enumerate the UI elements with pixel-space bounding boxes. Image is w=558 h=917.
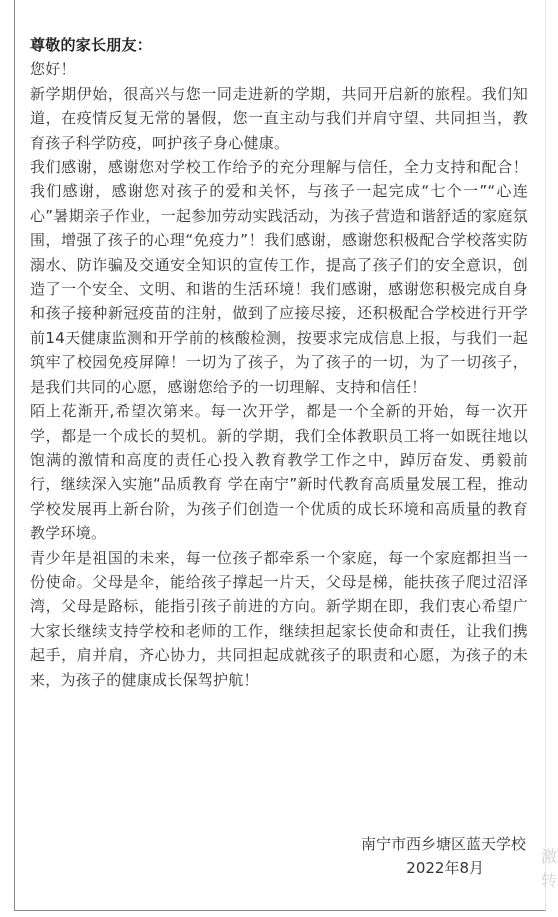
signature-date: 2022年8月 (406, 859, 484, 878)
letter-paragraph-4: 青少年是祖国的未来，每一位孩子都牵系一个家庭，每一个家庭都担当一份使命。父母是伞，能给孩子撑起一片天，父母是梯，能扶孩子爬过沼泽湾，父母是路标，能指引孩子前进的方向。新学期在即，我们衷心希望广大家长继续支持学校和老师的工作，继续担起家长使命和责任，让我们携起手，肩并肩，齐心协力，共同担起成就孩子的职责和心愿，为孩子的未来，为孩子的健康成长保驾护航！ (30, 548, 528, 689)
signature-school: 南宁市西乡塘区蓝天学校 (360, 835, 526, 853)
letter-paragraph-3: 陌上花渐开,希望次第来。每一次开学，都是一个全新的开始，每一次开学，都是一个成长的契机。新的学期，我们全体教职员工将一如既往地以饱满的激情和高度的责任心投入教育教学工作之中，踔厉奋发、勇毅前行，继续深入实施“品质教育 学在南宁”新时代教育高质量发展工程，推动学校发展再上新台阶，为孩子们创造一个优质的成长环境和高质量的教育教学环境。 (30, 402, 528, 543)
letter-salutation: 尊敬的家长朋友： (30, 36, 153, 54)
letter-body (30, 33, 528, 692)
letter-greeting: 您好！ (30, 60, 76, 79)
signature-block (361, 832, 526, 881)
watermark-text: 激转 (541, 847, 558, 890)
letter-paragraph-2: 我们感谢，感谢您对学校工作给予的充分理解与信任，全力支持和配合！我们感谢，感谢您对孩子的爱和关怀，与孩子一起完成“七个一”“心连心”暑期亲子作业，一起参加劳动实践活动，为孩子营造和谐舒适的家庭氛围，增强了孩子的心理“免疫力”！我们感谢，感谢您积极配合学校落实防溺水、防诈骗及交通安全知识的宣传工作，提高了孩子们的安全意识，创造了一个安全、文明、和谐的生活环境！我们感谢，感谢您积极完成自身和孩子接种新冠疫苗的注射，做到了应接尽接，还积极配合学校进行开学前14天健康监测和开学前的核酸检测，按要求完成信息上报，与我们一起筑牢了校园免疫屏障！一切为了孩子，为了孩子的一切，为了一切孩子，是我们共同的心愿，感谢您给予的一切理解、支持和信任！ (30, 158, 528, 396)
letter-paragraph-1: 新学期伊始，很高兴与您一同走进新的学期，共同开启新的旅程。我们知道，在疫情反复无常的暑假，您一直主动与我们并肩守望、共同担当，教育孩子科学防疫，呵护孩子身心健康。 (30, 84, 528, 152)
